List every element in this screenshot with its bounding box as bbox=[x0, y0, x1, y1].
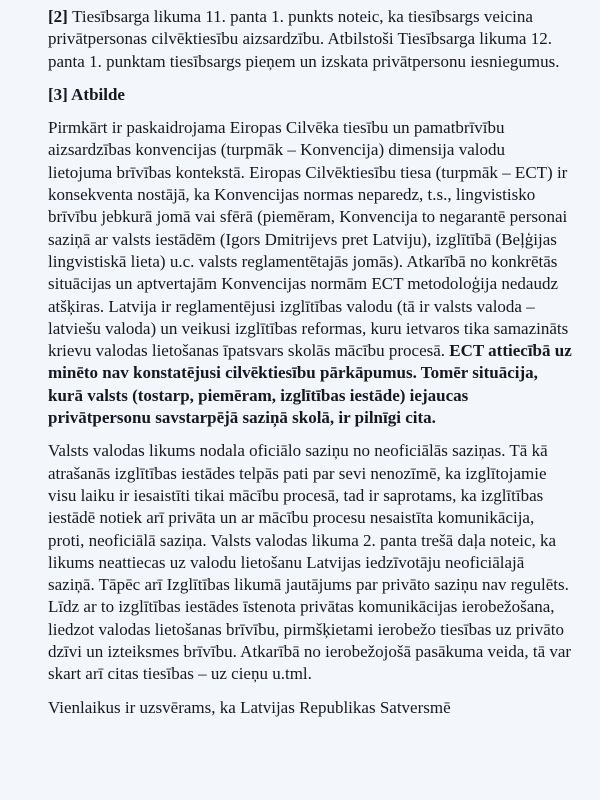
text-run: Tiesībsarga likuma 11. panta 1. punkts noteic, ka tiesībsargs veicina privātpersonas cilvēktiesību aizsardzību. Atbilstoši Tiesībsarga likuma 12. panta 1. punktam tiesībsargs pieņem un izskata privātpersonu iesniegumus. bbox=[48, 7, 560, 71]
paragraph bbox=[48, 6, 573, 73]
paragraph bbox=[48, 697, 573, 719]
text-run: Vienlaikus ir uzsvērams, ka Latvijas Republikas Satversmē bbox=[48, 697, 451, 717]
paragraph bbox=[48, 440, 573, 685]
document-page bbox=[48, 6, 573, 730]
text-run-bold: [2] bbox=[48, 7, 73, 26]
text-run-bold: ECT attiecībā uz minēto nav konstatējusi cilvēktiesību pārkāpumus. Tomēr situācija, kurā valsts (tostarp, piemēram, izglītības iestāde) iejaucas privātpersonu savstarpējā saziņā skolā, ir pilnīgi cita. bbox=[48, 341, 572, 428]
section-heading bbox=[48, 84, 573, 106]
text-run-bold: [3] Atbilde bbox=[48, 84, 125, 104]
text-run: Valsts valodas likums nodala oficiālo saziņu no neoficiālās saziņas. Tā kā atrašanās izglītības iestādes telpās pati par sevi nenozīmē, ka izglītojamie visu laiku ir iesaistīti tikai mācību procesā, tad ir saprotams, ka izglītības iestādē notiek arī privāta un ar mācību procesu nesaistīta komunikācija, proti, neoficiālā saziņa. Valsts valodas likuma 2. panta trešā daļa noteic, ka likums neattiecas uz valodu lietošanu Latvijas iedzīvotāju neoficiālajā saziņā. Tāpēc arī Izglītības likumā jautājums par privāto saziņu nav regulēts. Līdz ar to izglītības iestādes īstenota privātas komunikācijas ierobežošana, liedzot valodas lietošanas brīvību, pirmšķietami ierobežo tiesības uz privāto dzīvi un izteiksmes brīvību. Atkarībā no ierobežojošā pasākuma veida, tā var skart arī citas tiesības – uz cieņu u.tml. bbox=[48, 441, 572, 684]
text-run: Pirmkārt ir paskaidrojama Eiropas Cilvēka tiesību un pamatbrīvību aizsardzības konvencijas (turpmāk – Konvencija) dimensija valodu lietojuma brīvības kontekstā. Eiropas Cilvēktiesību tiesa (turpmāk – ECT) ir konsekventa nostājā, ka Konvencijas normas neparedz, t.s., lingvistisko brīvību jebkurā jomā vai sfērā (piemēram, Konvencija to negarantē personai saziņā ar valsts iestādēm (Igors Dmitrijevs pret Latviju), izglītībā (Beļģijas lingvistiskā lieta) u.c. valsts reglamentētajās jomās). Atkarībā no konkrētās situācijas un aptvertajām Konvencijas normām ECT metodoloģija nedaudz atšķiras. Latvija ir reglamentējusi izglītības valodu (tā ir valsts valoda – latviešu valoda) un veikusi izglītības reformas, kuru ietvaros tika samazināts krievu valodas lietošanas īpatsvars skolās mācību procesā. bbox=[48, 118, 569, 361]
paragraph bbox=[48, 117, 573, 429]
